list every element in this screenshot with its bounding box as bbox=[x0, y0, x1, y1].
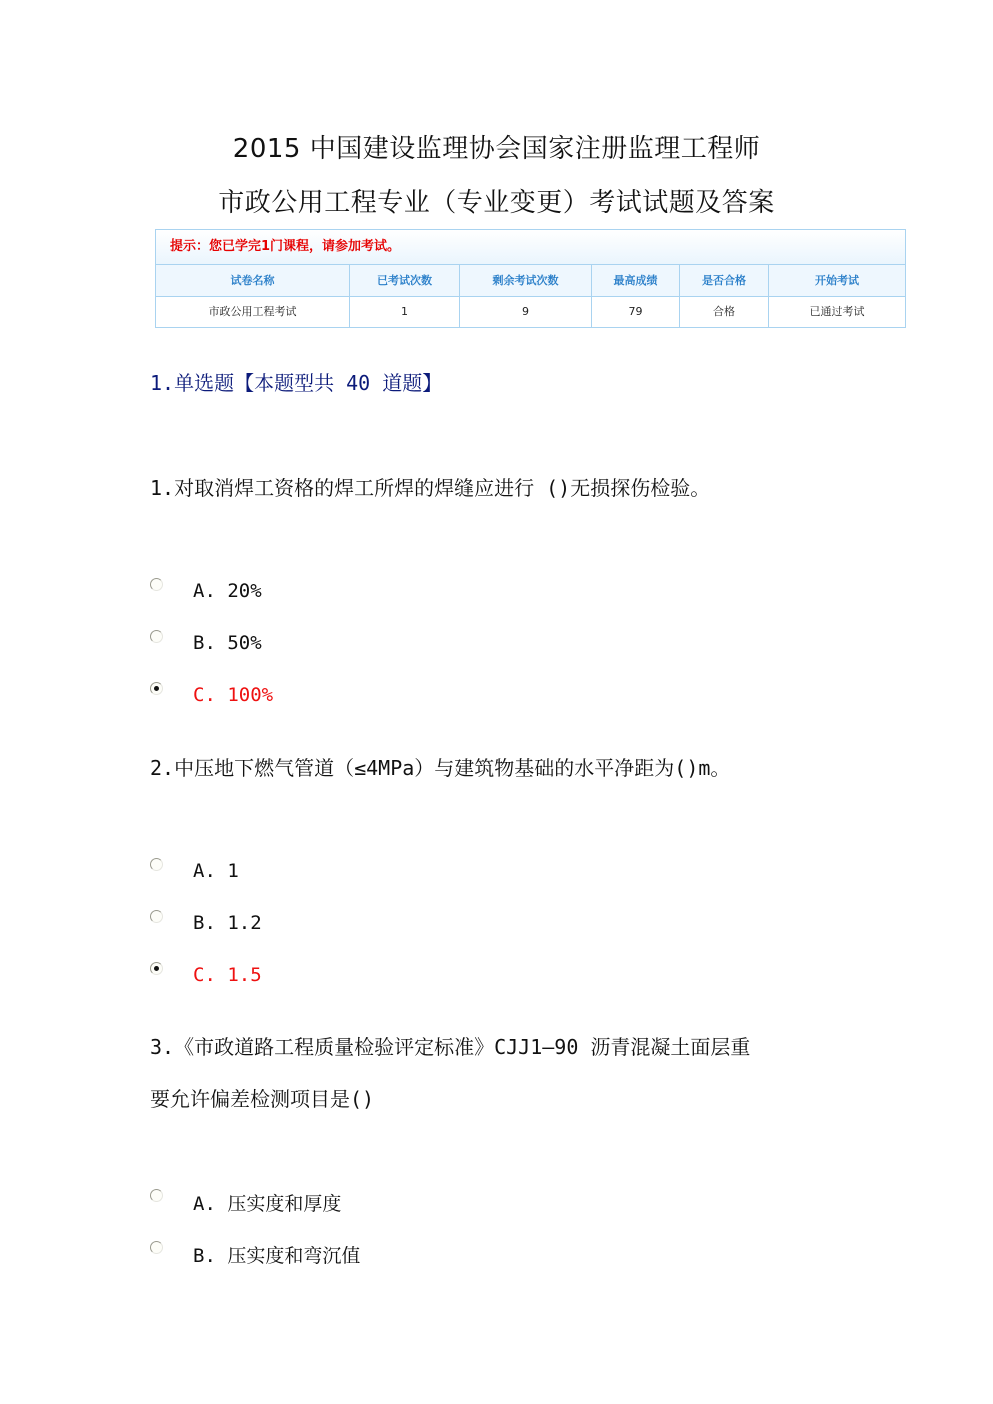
option-label: B. 1.2 bbox=[193, 912, 262, 934]
option-label: A. 20% bbox=[193, 580, 262, 602]
option-label: B. 压实度和弯沉值 bbox=[193, 1244, 361, 1267]
question-2-option-c[interactable] bbox=[150, 960, 262, 990]
column-header-start-exam: 开始考试 bbox=[769, 265, 905, 297]
radio-button-icon[interactable] bbox=[150, 1189, 163, 1202]
document-title-line-1: 2015 中国建设监理协会国家注册监理工程师 bbox=[232, 134, 761, 164]
question-3-text-line-1: 3.《市政道路工程质量检验评定标准》CJJ1—90 沥青混凝土面层重 bbox=[150, 1035, 751, 1059]
question-2-option-b[interactable] bbox=[150, 908, 262, 938]
column-header-best-score: 最高成绩 bbox=[592, 265, 680, 297]
question-3-text-line-2: 要允许偏差检测项目是() bbox=[150, 1087, 375, 1111]
radio-button-icon[interactable] bbox=[150, 1241, 163, 1254]
column-header-passed: 是否合格 bbox=[680, 265, 769, 297]
radio-button-checked-icon[interactable] bbox=[150, 682, 163, 695]
option-label-correct: C. 100% bbox=[193, 684, 274, 706]
exam-name-cell: 市政公用工程考试 bbox=[156, 297, 350, 327]
option-label: A. 1 bbox=[193, 860, 239, 882]
question-2-option-a[interactable] bbox=[150, 856, 239, 886]
question-3-option-b[interactable] bbox=[150, 1239, 360, 1269]
question-1-option-a[interactable] bbox=[150, 576, 262, 606]
course-tip: 提示：您已学完1门课程，请参加考试。 bbox=[156, 230, 905, 265]
radio-button-icon[interactable] bbox=[150, 858, 163, 871]
table-row bbox=[156, 297, 905, 327]
start-exam-status-cell: 已通过考试 bbox=[769, 297, 905, 327]
question-1-option-c[interactable] bbox=[150, 680, 273, 710]
radio-button-icon[interactable] bbox=[150, 578, 163, 591]
section-heading: 1.单选题【本题型共 40 道题】 bbox=[150, 371, 443, 395]
passed-status-cell: 合格 bbox=[680, 297, 769, 327]
column-header-exam-name: 试卷名称 bbox=[156, 265, 350, 297]
option-label: A. 压实度和厚度 bbox=[193, 1192, 342, 1215]
exam-status-table bbox=[155, 229, 906, 328]
document-title-line-2: 市政公用工程专业（专业变更）考试试题及答案 bbox=[218, 188, 775, 218]
radio-button-icon[interactable] bbox=[150, 630, 163, 643]
column-header-attempts-taken: 已考试次数 bbox=[350, 265, 460, 297]
radio-button-icon[interactable] bbox=[150, 910, 163, 923]
best-score-cell: 79 bbox=[592, 297, 680, 327]
question-2-text: 2.中压地下燃气管道（≤4MPa）与建筑物基础的水平净距为()m。 bbox=[150, 756, 731, 780]
question-1-option-b[interactable] bbox=[150, 628, 262, 658]
option-label: B. 50% bbox=[193, 632, 262, 654]
attempts-taken-cell: 1 bbox=[350, 297, 460, 327]
option-label-correct: C. 1.5 bbox=[193, 964, 262, 986]
question-1-text: 1.对取消焊工资格的焊工所焊的焊缝应进行 ()无损探伤检验。 bbox=[150, 476, 711, 500]
radio-button-checked-icon[interactable] bbox=[150, 962, 163, 975]
table-header-row bbox=[156, 265, 905, 297]
attempts-remaining-cell: 9 bbox=[460, 297, 592, 327]
question-3-option-a[interactable] bbox=[150, 1187, 341, 1217]
column-header-attempts-remaining: 剩余考试次数 bbox=[460, 265, 592, 297]
